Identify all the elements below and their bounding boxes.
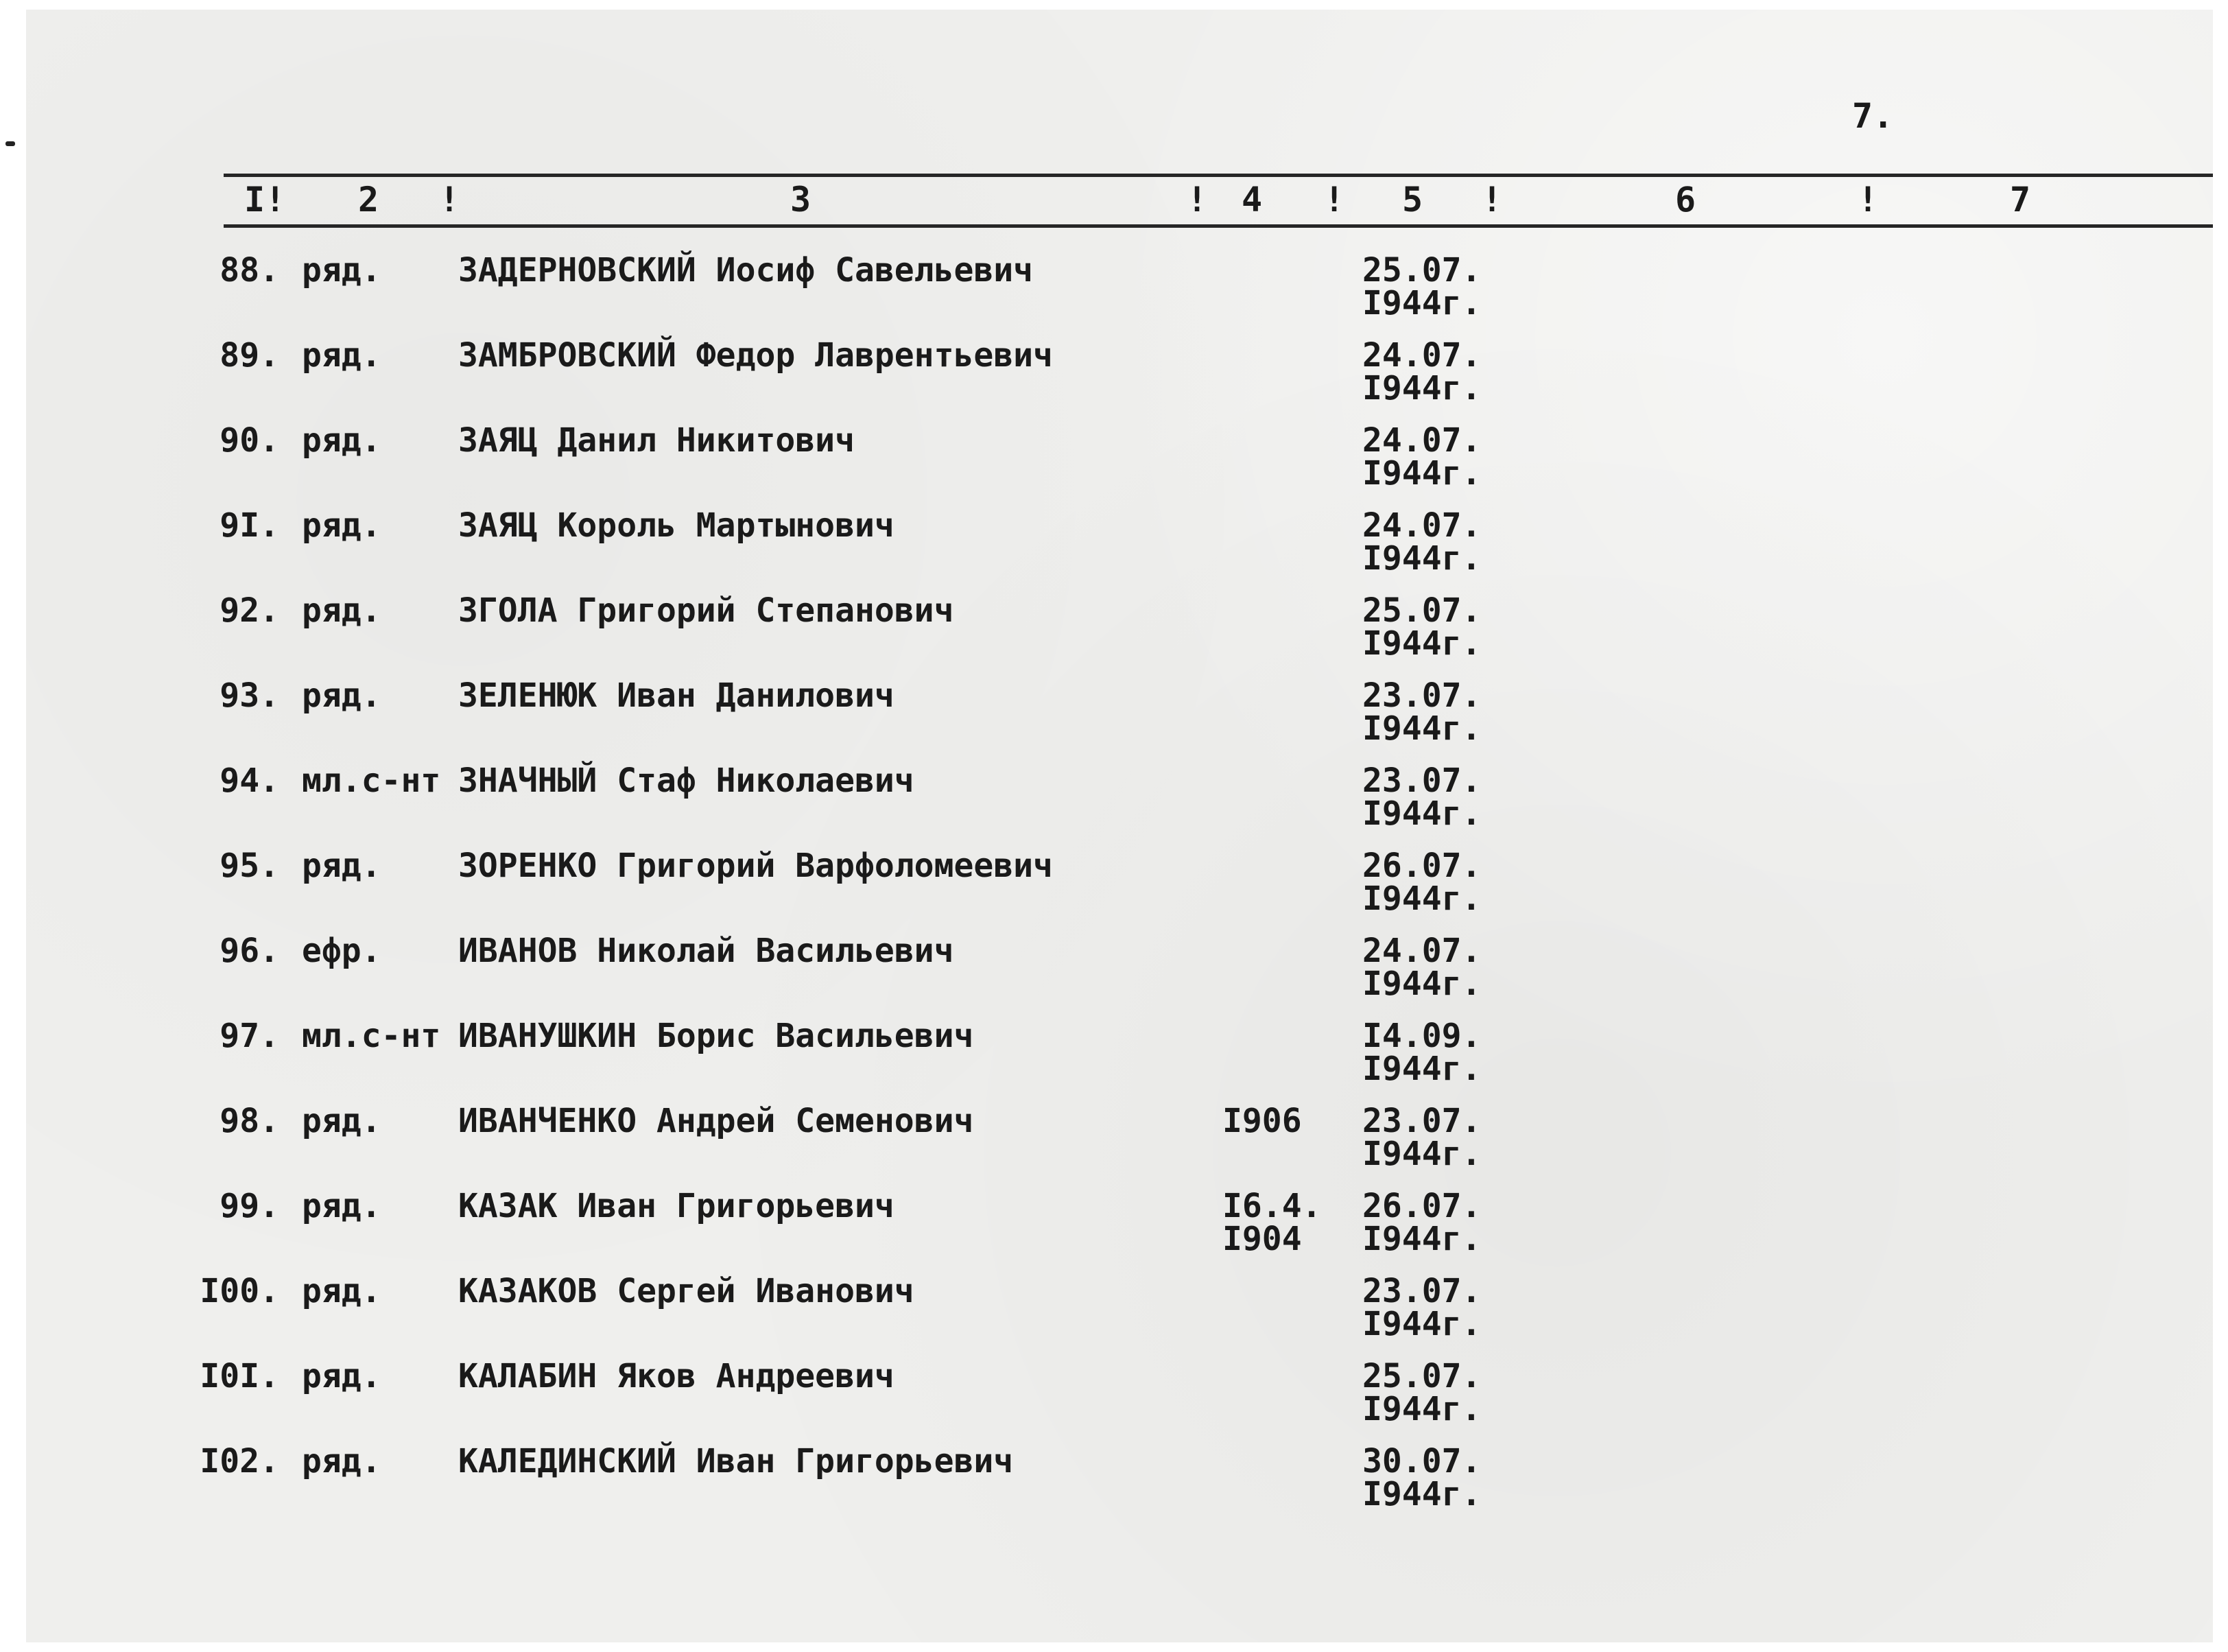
header-bottom-rule <box>224 224 2213 228</box>
record-number: 96. <box>220 932 279 970</box>
record-name: ИВАНЧЕНКО Андрей Семенович <box>458 1102 974 1140</box>
header-col-5: 5 <box>1402 180 1423 220</box>
record-number: 97. <box>220 1017 279 1055</box>
list-item <box>0 336 2228 424</box>
record-name: КАЛАБИН Яков Андреевич <box>458 1357 894 1395</box>
record-rank: ряд. <box>302 336 381 375</box>
record-birth: I6.4. I904 <box>1222 1187 1322 1258</box>
record-rank: ряд. <box>302 506 381 545</box>
list-item <box>0 1357 2228 1445</box>
record-date: 30.07. I944г. <box>1362 1442 1482 1513</box>
record-name: ЗНАЧНЫЙ Стаф Николаевич <box>458 762 914 800</box>
record-date: 26.07. I944г. <box>1362 1187 1482 1258</box>
record-date: 23.07. I944г. <box>1362 1272 1482 1343</box>
list-item <box>0 849 2228 934</box>
record-name: ЗОРЕНКО Григорий Варфоломеевич <box>458 847 1053 885</box>
header-top-rule <box>224 174 2213 177</box>
record-number: 98. <box>220 1102 279 1140</box>
record-name: КАЗАК Иван Григорьевич <box>458 1187 894 1225</box>
record-date: 24.07. I944г. <box>1362 932 1482 1003</box>
record-date: 23.07. I944г. <box>1362 676 1482 748</box>
record-number: 88. <box>220 251 279 290</box>
record-number: 94. <box>220 762 279 800</box>
record-rank: ряд. <box>302 1442 381 1480</box>
header-col-4: 4 <box>1242 180 1263 220</box>
record-date: 24.07. I944г. <box>1362 506 1482 578</box>
record-number: I02. <box>200 1442 279 1480</box>
record-number: I00. <box>200 1272 279 1310</box>
header-col-2: 2 <box>358 180 379 220</box>
list-item <box>0 1102 2228 1190</box>
record-number: 99. <box>220 1187 279 1225</box>
record-number: 90. <box>220 421 279 460</box>
record-number: I0I. <box>200 1357 279 1395</box>
record-name: ЗАЯЦ Король Мартынович <box>458 506 894 545</box>
record-number: 95. <box>220 847 279 885</box>
record-rank: ряд. <box>302 591 381 630</box>
record-name: ИВАНУШКИН Борис Васильевич <box>458 1017 974 1055</box>
header-col-7: 7 <box>2010 180 2031 220</box>
list-item <box>0 591 2228 679</box>
record-rank: мл.с-нт <box>302 1017 441 1055</box>
record-date: 26.07. I944г. <box>1362 847 1482 918</box>
record-number: 93. <box>220 676 279 715</box>
list-item <box>0 934 2228 1019</box>
list-item <box>0 1442 2228 1530</box>
record-rank: ряд. <box>302 421 381 460</box>
record-date: 23.07. I944г. <box>1362 762 1482 833</box>
record-rank: ряд. <box>302 847 381 885</box>
record-rank: мл.с-нт <box>302 762 441 800</box>
record-name: ЗАЯЦ Данил Никитович <box>458 421 855 460</box>
record-name: ИВАНОВ Николай Васильевич <box>458 932 954 970</box>
record-name: КАЛЕДИНСКИЙ Иван Григорьевич <box>458 1442 1014 1480</box>
header-col-1: I! <box>244 180 286 220</box>
record-name: КАЗАКОВ Сергей Иванович <box>458 1272 914 1310</box>
page-number: 7. <box>1852 96 1894 136</box>
record-name: ЗЕЛЕНЮК Иван Данилович <box>458 676 894 715</box>
record-rank: ряд. <box>302 676 381 715</box>
record-rank: ряд. <box>302 1187 381 1225</box>
record-date: 25.07. I944г. <box>1362 591 1482 663</box>
header-separator: ! <box>1324 180 1345 220</box>
record-name: ЗАДЕРНОВСКИЙ Иосиф Савельевич <box>458 251 1034 290</box>
list-item <box>0 1187 2228 1275</box>
record-number: 9I. <box>220 506 279 545</box>
list-item <box>0 764 2228 849</box>
record-number: 92. <box>220 591 279 630</box>
list-item <box>0 421 2228 509</box>
record-date: 23.07. I944г. <box>1362 1102 1482 1173</box>
list-item <box>0 1272 2228 1360</box>
header-separator: ! <box>439 180 460 220</box>
list-item <box>0 1019 2228 1105</box>
list-item <box>0 251 2228 339</box>
record-rank: ряд. <box>302 251 381 290</box>
record-rank: ряд. <box>302 1272 381 1310</box>
record-rank: ряд. <box>302 1357 381 1395</box>
record-rank: ряд. <box>302 1102 381 1140</box>
record-date: 25.07. I944г. <box>1362 1357 1482 1428</box>
record-birth: I906 <box>1222 1102 1302 1140</box>
list-item <box>0 676 2228 764</box>
record-name: ЗАМБРОВСКИЙ Федор Лаврентьевич <box>458 336 1053 375</box>
header-separator: ! <box>1482 180 1503 220</box>
record-date: 24.07. I944г. <box>1362 336 1482 408</box>
record-date: 25.07. I944г. <box>1362 251 1482 322</box>
header-col-6: 6 <box>1675 180 1696 220</box>
record-rank: ефр. <box>302 932 381 970</box>
record-number: 89. <box>220 336 279 375</box>
list-item <box>0 506 2228 594</box>
record-date: I4.09. I944г. <box>1362 1017 1482 1088</box>
record-name: ЗГОЛА Григорий Степанович <box>458 591 954 630</box>
header-separator: ! <box>1187 180 1208 220</box>
record-date: 24.07. I944г. <box>1362 421 1482 493</box>
margin-mark <box>5 141 15 146</box>
header-separator: ! <box>1858 180 1879 220</box>
header-col-3: 3 <box>790 180 811 220</box>
